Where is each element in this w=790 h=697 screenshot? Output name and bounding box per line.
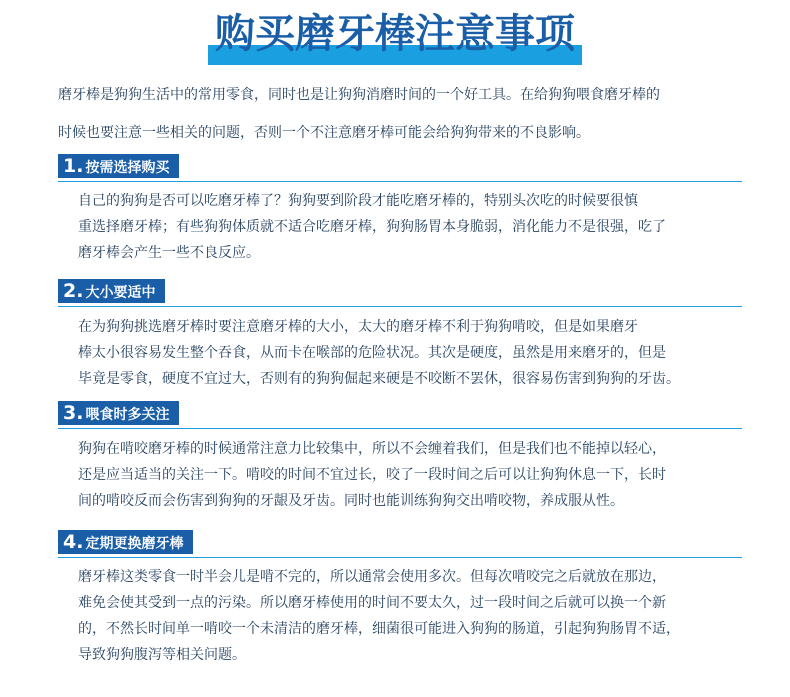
section-heading: 喂食时多关注 [85,407,170,423]
body-line: 磨牙棒会产生一些不良反应。 [78,245,260,261]
body-line: 还是应当适当的关注一下。啃咬的时间不宜过长，咬了一段时间之后可以让狗狗休息一下，长时 [78,467,666,483]
section-body-1 [78,188,758,266]
section-header-2 [58,279,748,303]
page-title: 购买磨牙棒注意事项 [215,11,575,57]
section-header-4 [58,530,748,554]
body-line: 导致狗狗腹泻等相关问题。 [78,647,246,663]
section-divider [58,428,742,429]
body-line: 间的啃咬反而会伤害到狗狗的牙龈及牙齿。同时也能训练狗狗交出啃咬物，养成服从性。 [78,493,624,509]
section-number: 1. [63,155,84,177]
intro-line: 磨牙棒是狗狗生活中的常用零食，同时也是让狗狗消磨时间的一个好工具。在给狗狗喂食磨牙棒的 [58,87,660,103]
section-header-1 [58,154,748,178]
body-line: 在为狗狗挑选磨牙棒时要注意磨牙棒的大小，太大的磨牙棒不利于狗狗啃咬，但是如果磨牙 [78,319,638,335]
section-heading: 按需选择购买 [85,160,170,176]
body-line: 磨牙棒这类零食一时半会儿是啃不完的，所以通常会使用多次。但每次啃咬完之后就放在那边， [78,569,666,585]
section-body-3 [78,436,758,514]
section-divider [58,557,742,558]
section-heading: 定期更换磨牙棒 [85,536,184,552]
section-divider [58,181,742,182]
body-line: 重选择磨牙棒；有些狗狗体质就不适合吃磨牙棒，狗狗肠胃本身脆弱，消化能力不是很强，吃了 [78,219,666,235]
body-line: 棒太小很容易发生整个吞食，从而卡在喉部的危险状况。其次是硬度，虽然是用来磨牙的，但是 [78,345,666,361]
body-line: 的，不然长时间单一啃咬一个未清洁的磨牙棒，细菌很可能进入狗狗的肠道，引起狗狗肠胃不适， [78,621,680,637]
section-tag [58,401,179,425]
section-tag [58,279,165,303]
intro-line: 时候也要注意一些相关的问题，否则一个不注意磨牙棒可能会给狗狗带来的不良影响。 [58,125,590,141]
section-body-2 [78,314,758,392]
section-number: 4. [63,531,84,553]
section-divider [58,306,742,307]
body-line: 自己的狗狗是否可以吃磨牙棒了？狗狗要到阶段才能吃磨牙棒的，特别头次吃的时候要很慎 [78,193,638,209]
section-header-3 [58,401,748,425]
section-tag [58,154,179,178]
title-block [208,10,582,66]
body-line: 毕竟是零食，硬度不宜过大，否则有的狗狗倔起来硬是不咬断不罢休，很容易伤害到狗狗的牙齿。 [78,371,680,387]
section-body-4 [78,564,758,668]
body-line: 难免会使其受到一点的污染。所以磨牙棒使用的时间不要太久，过一段时间之后就可以换一个新 [78,595,666,611]
body-line: 狗狗在啃咬磨牙棒的时候通常注意力比较集中，所以不会缠着我们，但是我们也不能掉以轻心， [78,441,666,457]
section-number: 3. [63,402,84,424]
section-number: 2. [63,280,84,302]
section-tag [58,530,193,554]
section-heading: 大小要适中 [85,285,156,301]
intro-paragraph [58,76,748,152]
